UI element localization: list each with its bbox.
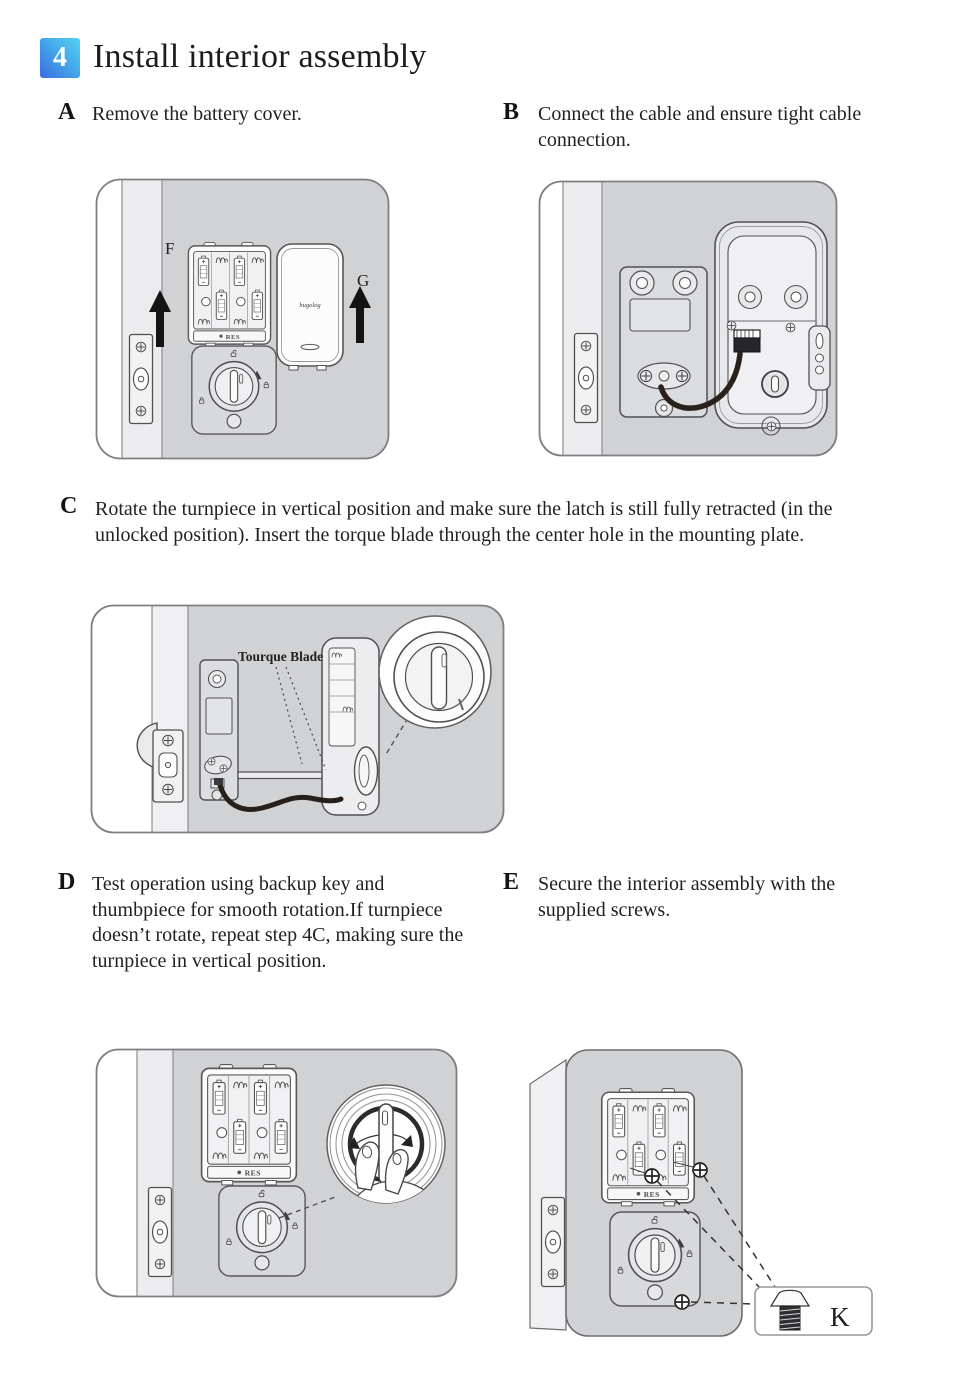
section-a-label: A	[58, 99, 76, 125]
thumbturn-assembly	[192, 346, 276, 434]
section-c-text: Rotate the turnpiece in vertical position and make sure the latch is still fully retracted (in the unlocked position). Insert the torque blade through the center hole in the mounting plate.	[95, 498, 833, 546]
cable-connector	[734, 330, 760, 352]
section-e-label: E	[503, 869, 520, 895]
deadbolt-faceplate	[130, 335, 153, 424]
battery-compartment	[202, 1065, 297, 1185]
thumbturn-assembly	[610, 1212, 700, 1306]
torque-blade	[238, 772, 328, 779]
deadbolt-faceplate	[149, 1188, 172, 1277]
thumbturn-assembly	[219, 1186, 305, 1276]
figure-remove-battery-cover	[95, 178, 390, 460]
part-label-g: G	[357, 271, 370, 290]
mounting-screw-icon	[645, 1169, 659, 1183]
section-e-text: Secure the interior assembly with the supplied screws.	[538, 873, 836, 921]
deadbolt-faceplate	[153, 730, 183, 802]
figure-secure-screws	[510, 1040, 880, 1340]
battery-compartment	[188, 243, 270, 347]
section-a-text: Remove the battery cover.	[92, 103, 302, 125]
turnpiece-grip	[432, 647, 447, 709]
section-c-label: C	[60, 493, 78, 519]
deadbolt-faceplate	[575, 334, 598, 423]
cable-connector	[214, 778, 223, 785]
section-b-text: Connect the cable and ensure tight cable connection.	[538, 103, 862, 151]
part-label-f: F	[165, 239, 175, 258]
screw-callout-box	[755, 1287, 872, 1335]
door-edge	[530, 1060, 566, 1330]
figure-connect-cable	[538, 180, 838, 457]
mounting-screw-icon	[675, 1295, 689, 1309]
figure-torque-blade	[90, 604, 505, 834]
torque-blade-annotation: Tourque Blade	[238, 649, 324, 664]
turnpiece-closeup-bubble	[379, 616, 491, 728]
section-d-text: Test operation using backup key and thumbpiece for smooth rotation.If turnpiece doesn’t rotate, repeat step 4C, making sure the turnpiece in vertical position.	[92, 873, 464, 972]
screw-part-label: K	[830, 1302, 850, 1332]
figure-test-rotation	[95, 1048, 458, 1298]
mounting-screw-icon	[693, 1163, 707, 1177]
interior-assembly-back	[715, 222, 830, 435]
battery-cover	[277, 244, 343, 370]
thumbturn-side	[355, 747, 378, 795]
brand-logo: hugolog	[299, 302, 321, 309]
page-title: Install interior assembly	[93, 38, 427, 75]
section-d-label: D	[58, 869, 76, 895]
interior-assembly-side	[322, 638, 379, 815]
battery-compartment	[602, 1089, 694, 1206]
deadbolt-faceplate	[542, 1198, 565, 1287]
step-number-badge: 4	[40, 38, 80, 78]
section-b-label: B	[503, 99, 520, 125]
